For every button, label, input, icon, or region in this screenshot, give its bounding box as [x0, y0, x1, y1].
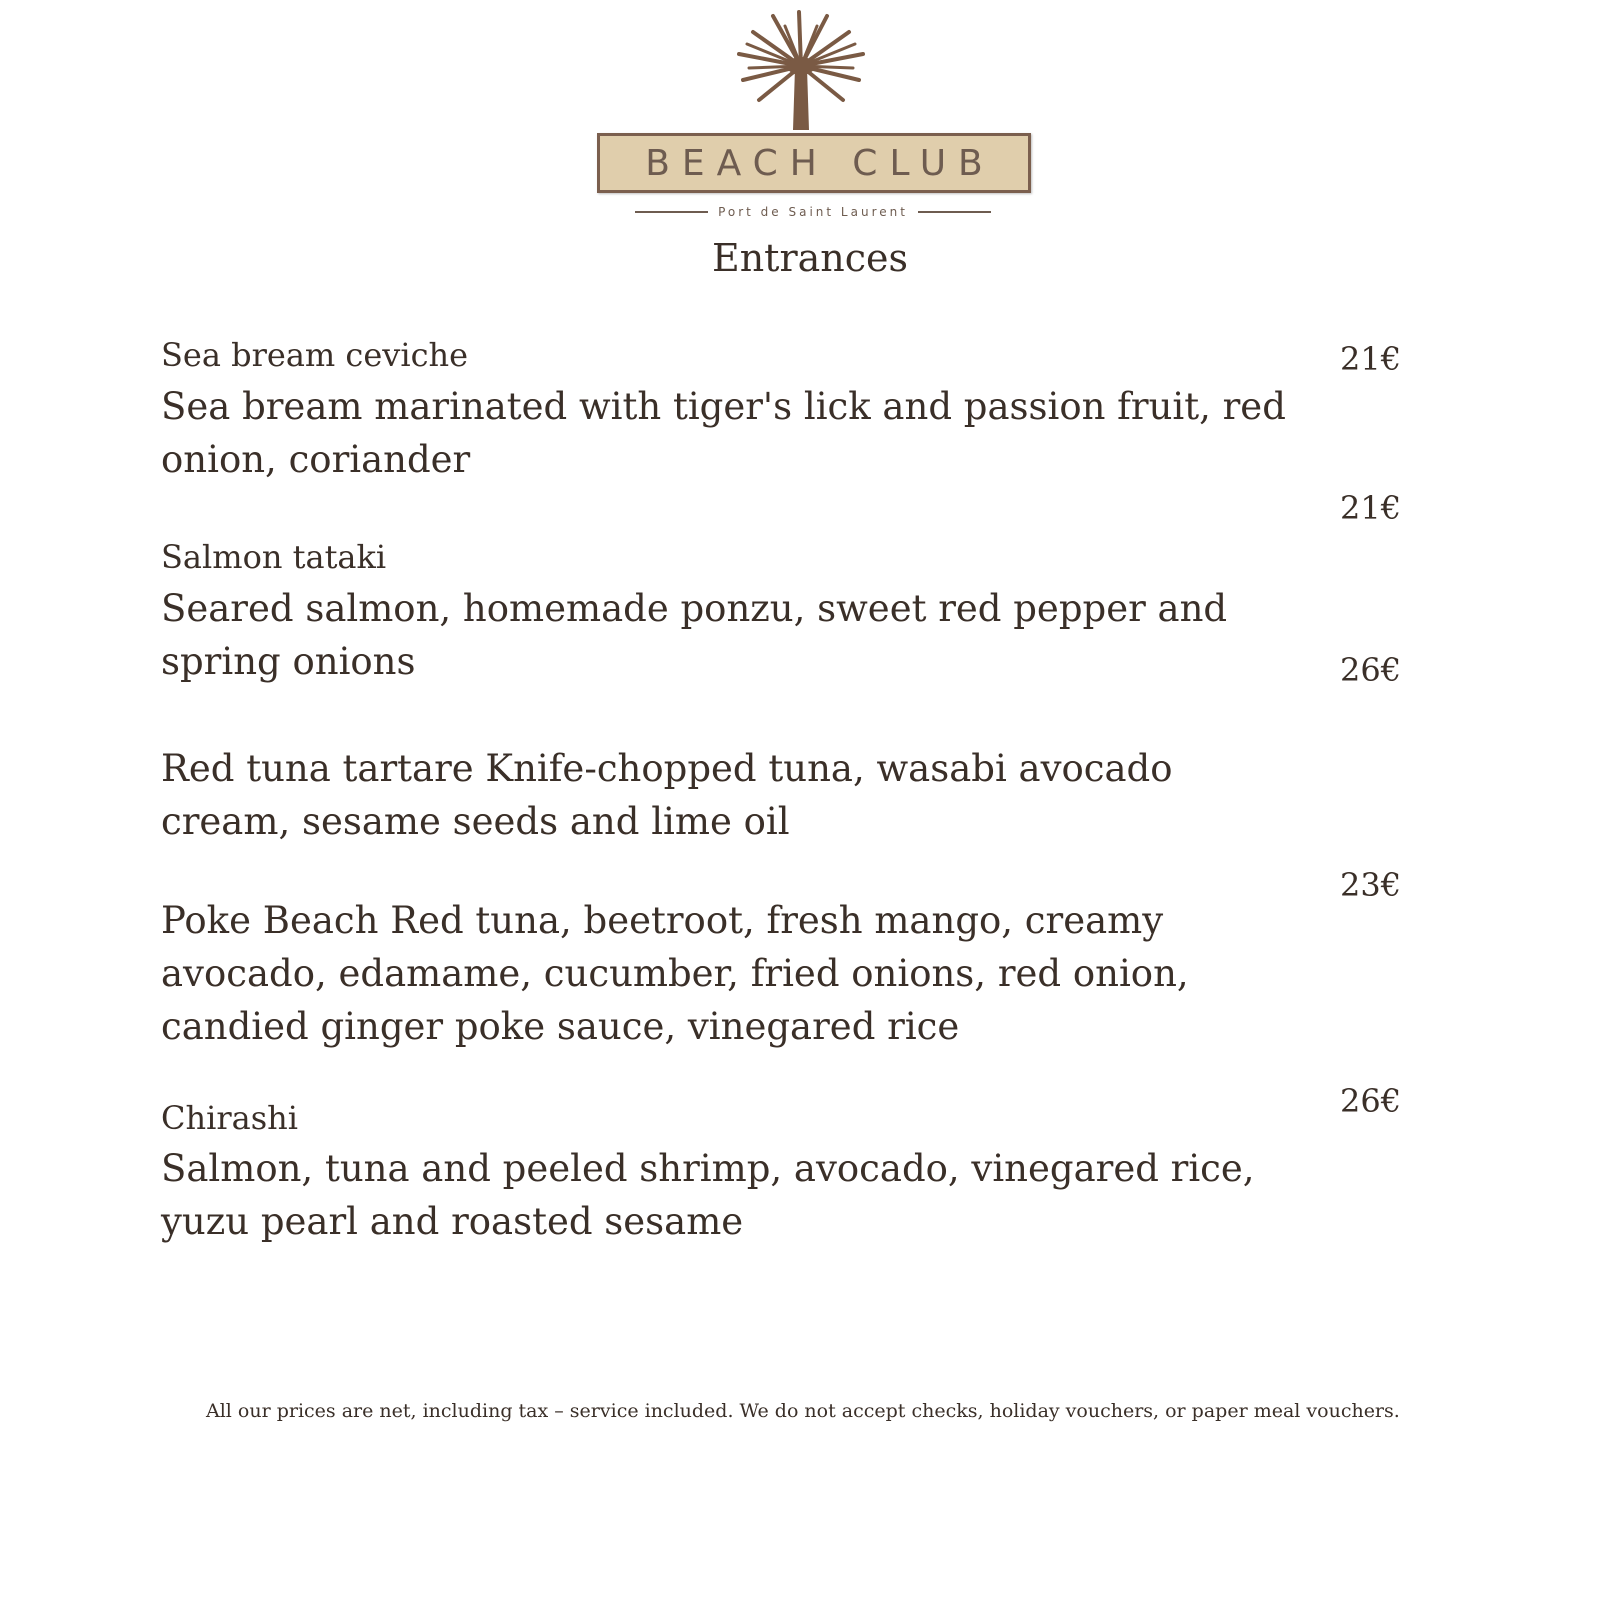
menu-item-name: Sea bream ceviche	[161, 336, 469, 374]
section-title: Entrances	[711, 236, 909, 280]
menu-item-price: 26€	[1340, 651, 1402, 689]
logo-name: BEACH CLUB	[645, 142, 995, 184]
menu-item-description: Sea bream marinated with tiger's lick and passion fruit, red onion, coriander	[161, 385, 1286, 481]
divider	[918, 211, 991, 213]
beach-club-logo	[0, 0, 1600, 230]
menu-item-name: Chirashi	[161, 1099, 298, 1137]
logo-subtitle: Port de Saint Laurent	[718, 205, 908, 219]
menu-item-price: 26€	[1340, 1082, 1402, 1120]
menu-item-description: Salmon, tuna and peeled shrimp, avocado, vinegared rice, yuzu pearl and roasted sesame	[161, 1147, 1255, 1243]
menu-item-price: 21€	[1340, 489, 1402, 527]
logo-plate	[597, 133, 1031, 193]
divider	[635, 211, 708, 213]
footer-note: All our prices are net, including tax – service included. We do not accept checks, holiday vouchers, or paper meal vouchers.	[206, 1400, 1400, 1422]
menu-item-description: Seared salmon, homemade ponzu, sweet red pepper and spring onions	[161, 587, 1228, 683]
palm-tree-icon	[733, 4, 869, 132]
menu-item-description: Red tuna tartare Knife-chopped tuna, wasabi avocado cream, sesame seeds and lime oil	[161, 747, 1173, 843]
menu-item-price: 21€	[1340, 340, 1402, 378]
menu-item-name: Salmon tataki	[161, 538, 387, 576]
logo-subtitle-row	[635, 202, 991, 222]
menu-item-description: Poke Beach Red tuna, beetroot, fresh mango, creamy avocado, edamame, cucumber, fried onions, red onion, candied ginger poke sauce, vinegared rice	[161, 899, 1189, 1048]
menu-item-price: 23€	[1340, 866, 1402, 904]
